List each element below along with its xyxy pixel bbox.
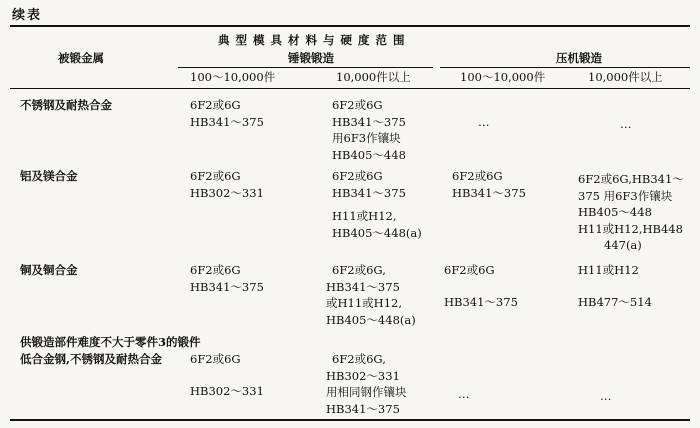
row-cell-press-large: 6F2或6G,HB341～ 375 用6F3作镶块 HB405～448 H11或H12,HB448 447(a) [578, 172, 684, 252]
row-cell-press-large: … [600, 389, 612, 403]
row-cell-press-small: … [458, 387, 470, 401]
row-cell-press-large: H11或H12 HB477～514 [578, 263, 652, 309]
header-press-large: 10,000件以上 [588, 70, 663, 84]
header-press: 压机锻造 [556, 51, 602, 65]
row-cell-press-small: 6F2或6G HB341～375 [452, 169, 526, 200]
row-cell-hammer-large: 6F2或6G HB341～375 H11或H12, HB405～448(a) [332, 169, 422, 240]
header-group-title: 典 型 模 具 材 料 与 硬 度 范 围 [218, 33, 406, 47]
header-rule [10, 88, 690, 89]
header-press-small: 100～10,000件 [460, 70, 546, 84]
row-cell-hammer-small: 6F2或6G HB302～331 [190, 352, 264, 398]
header-hammer: 锤锻锻造 [288, 51, 334, 65]
row-metal: 不锈钢及耐热合金 [20, 98, 112, 112]
header-hammer-large: 10,000件以上 [336, 70, 411, 84]
row-cell-hammer-small: 6F2或6G HB341～375 [190, 263, 264, 294]
header-metal: 被锻金属 [58, 51, 104, 65]
row-cell-hammer-small: 6F2或6G HB341～375 [190, 98, 264, 129]
row-cell-press-small: … [478, 115, 490, 129]
header-hammer-small: 100～10,000件 [190, 70, 276, 84]
press-underline [440, 67, 690, 68]
row-cell-press-large: … [620, 117, 632, 131]
row-cell-hammer-large: 6F2或6G HB341～375 用6F3作镶块 HB405～448 [332, 98, 406, 162]
row-cell-hammer-large: 6F2或6G, HB341～375 或H11或H12, HB405～448(a) [326, 263, 416, 327]
hammer-underline [178, 67, 433, 68]
table-caption: 续表 [12, 8, 43, 23]
row-cell-hammer-large: 6F2或6G, HB302～331 用相同钢作镶块 HB341～375 [326, 352, 407, 416]
section-note: 供锻造部件难度不大于零件3的锻件 [20, 335, 201, 349]
row-cell-press-small: 6F2或6G HB341～375 [444, 263, 518, 309]
top-rule [10, 25, 690, 27]
row-metal: 铝及镁合金 [20, 169, 78, 183]
bottom-rule [10, 419, 690, 421]
row-cell-hammer-small: 6F2或6G HB302～331 [190, 169, 264, 200]
row-metal: 低合金钢,不锈钢及耐热合金 [20, 352, 163, 366]
row-metal: 铜及铜合金 [20, 263, 78, 277]
